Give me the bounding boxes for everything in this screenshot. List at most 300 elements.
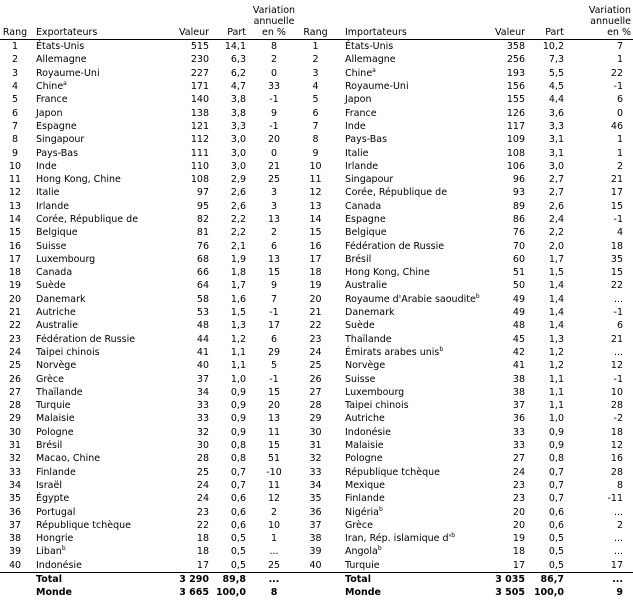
importer-rank: 4 [312, 81, 319, 93]
exporter-value: 112 [190, 134, 209, 146]
importer-share: 1,1 [548, 386, 564, 398]
exporter-value: 95 [196, 200, 209, 212]
exporter-change: 11 [267, 479, 281, 491]
exporter-rank: 32 [8, 453, 22, 465]
importer-value: 48 [512, 320, 525, 332]
importer-value: 155 [506, 94, 525, 106]
importer-value: 49 [512, 307, 525, 319]
importers-country-name: Royaume d'Arabie saoudite [345, 293, 476, 305]
importer-change: -2 [613, 413, 623, 425]
importer-value: 19 [512, 533, 525, 545]
exporter-share: 1,1 [230, 360, 246, 372]
importers-country [329, 93, 479, 106]
importer-rank: 36 [309, 506, 322, 518]
table-row [0, 412, 633, 425]
exporter-change: 11 [267, 426, 281, 438]
table-row [0, 53, 633, 66]
exporter-change: 29 [267, 346, 281, 358]
exporter-change: 8 [270, 41, 278, 53]
importer-rank: 15 [309, 227, 322, 239]
importers-country-name: Italie [345, 147, 369, 159]
table-row [0, 80, 633, 93]
importer-change: 35 [610, 253, 623, 265]
importer-share: 5,5 [548, 67, 564, 79]
importer-value: 23 [512, 479, 525, 491]
exporter-rank: 27 [8, 386, 22, 398]
importer-share: 2,6 [548, 200, 564, 212]
table-row [0, 67, 633, 80]
exporters-country [30, 146, 155, 159]
exporters-country-name: Grèce [36, 373, 64, 385]
importers-country-name: Hong Kong, Chine [345, 267, 430, 279]
table-row [0, 120, 633, 133]
world-value-exporters: 3 665 [179, 587, 209, 599]
exporter-share: 2,2 [230, 214, 246, 225]
importer-value: 27 [512, 453, 525, 465]
exporter-share: 2,1 [230, 240, 246, 252]
exporter-rank: 33 [8, 466, 22, 478]
exporters-country [30, 226, 155, 239]
exporter-share: 0,9 [230, 426, 246, 438]
importer-share: 1,2 [548, 346, 564, 358]
importers-country-name: Suisse [345, 373, 376, 385]
exporter-value: 140 [190, 94, 209, 106]
exporter-change: 0 [270, 67, 278, 79]
exporter-value: 48 [196, 320, 209, 332]
exporter-rank: 14 [8, 214, 22, 225]
header-row [0, 0, 633, 40]
importer-rank: 5 [312, 94, 319, 106]
importer-value: 117 [506, 120, 525, 132]
exporters-country-name: Indonésie [36, 559, 82, 571]
importers-country-name: Indonésie [345, 426, 391, 438]
exporters-country [30, 200, 155, 213]
importer-rank: 19 [309, 280, 322, 292]
importers-country [329, 133, 479, 146]
exporter-share: 1,8 [230, 267, 246, 279]
exporter-change: 20 [267, 400, 281, 412]
importer-change: ... [613, 346, 623, 358]
importer-change: 28 [610, 400, 623, 412]
exporters-country [30, 532, 155, 545]
exporter-rank: 18 [8, 267, 22, 279]
exporters-country [30, 426, 155, 439]
exporter-share: 2,6 [230, 200, 246, 212]
importer-rank: 33 [309, 466, 322, 478]
importer-share: 1,0 [548, 413, 564, 425]
importer-change: 17 [610, 187, 623, 199]
header-share-importers: Part [525, 0, 564, 40]
importers-country-name: Canada [345, 200, 382, 212]
table-row [0, 439, 633, 452]
importers-country-name: Japon [345, 94, 372, 106]
table-row [0, 466, 633, 479]
table-row [0, 226, 633, 239]
total-value-importers: 3 035 [479, 572, 525, 586]
total-label-exporters: Total [30, 572, 155, 586]
exporter-rank: 15 [8, 227, 22, 239]
exporters-country [30, 372, 155, 385]
exporter-share: 0,5 [230, 533, 246, 545]
world-label-importers: Monde [345, 587, 381, 599]
exporter-rank: 22 [8, 320, 22, 332]
exporter-change: 15 [267, 440, 281, 452]
table-row [0, 545, 633, 558]
header-value-importers: Valeur [479, 0, 525, 40]
exporter-change: 13 [267, 253, 281, 265]
exporters-country-name: Allemagne [36, 54, 87, 66]
importer-rank: 8 [312, 134, 319, 146]
exporter-share: 1,5 [230, 307, 246, 319]
table-row [0, 213, 633, 226]
exporters-country-name: Singapour [36, 134, 85, 146]
exporter-share: 1,3 [230, 320, 246, 332]
exporters-country [30, 279, 155, 292]
exporters-country-name: Royaume-Uni [36, 67, 100, 79]
importers-country-name: Thaïlande [345, 333, 392, 345]
importers-country-name: Finlande [345, 493, 385, 505]
importer-value: 93 [512, 187, 525, 199]
importer-rank: 17 [309, 253, 322, 265]
exporter-value: 24 [196, 479, 209, 491]
exporter-value: 34 [196, 386, 209, 398]
importer-rank: 21 [309, 307, 322, 319]
exporter-change: -1 [269, 94, 279, 106]
exporters-country [30, 505, 155, 518]
exporters-country [30, 545, 155, 558]
total-value-exporters: 3 290 [155, 572, 209, 586]
exporter-change: 7 [270, 293, 278, 305]
header-change-line2: annuelle [590, 16, 631, 27]
exporter-rank: 8 [11, 134, 19, 146]
importers-country [329, 452, 479, 465]
exporter-share: 0,8 [230, 453, 246, 465]
exporter-rank: 12 [8, 187, 22, 199]
exporter-rank: 35 [8, 493, 22, 505]
exporters-country [30, 173, 155, 186]
importers-country [329, 40, 479, 54]
exporter-value: 66 [196, 267, 209, 279]
importers-country [329, 253, 479, 266]
importer-rank: 2 [312, 54, 319, 66]
importer-change: 1 [616, 134, 623, 146]
header-value-exporters: Valeur [155, 0, 209, 40]
exporter-share: 2,6 [230, 187, 246, 199]
importer-rank: 3 [312, 67, 319, 79]
exporter-rank: 13 [8, 200, 22, 212]
table-row [0, 160, 633, 173]
table-row [0, 346, 633, 359]
exporters-country-name: Liban [36, 546, 62, 558]
world-label-exporters: Monde [36, 587, 72, 599]
header-exporters: Exportateurs [30, 0, 155, 40]
table-row [0, 559, 633, 573]
exporter-change: 5 [270, 360, 278, 372]
exporter-share: 0,5 [230, 546, 246, 558]
exporter-change: 33 [267, 81, 281, 93]
importer-rank: 35 [309, 493, 322, 505]
importers-country [329, 505, 479, 518]
exporters-country-name: Macao, Chine [36, 453, 101, 465]
importers-country-name: Iran, Rép. islamique d' [345, 533, 452, 545]
importer-change: 8 [616, 479, 623, 491]
exporter-change: 0 [270, 147, 278, 159]
exporter-change: 17 [267, 320, 281, 332]
table-row [0, 173, 633, 186]
exporter-share: 3,8 [230, 94, 246, 106]
importer-value: 17 [512, 559, 525, 571]
importers-country-name: Pologne [345, 453, 383, 465]
exporter-rank: 39 [8, 546, 22, 558]
importer-change: -1 [613, 373, 623, 385]
exporter-value: 81 [196, 227, 209, 239]
importer-rank: 12 [309, 187, 322, 199]
importer-rank: 26 [309, 373, 322, 385]
exporter-change: 12 [267, 493, 281, 505]
exporters-country-name: Malaisie [36, 413, 75, 425]
exporters-country-name: Inde [36, 160, 57, 172]
importer-change: ... [613, 293, 623, 305]
importer-value: 108 [506, 147, 525, 159]
importers-country [329, 67, 479, 80]
exporter-rank: 26 [8, 373, 22, 385]
exporter-value: 17 [196, 559, 209, 571]
table-row [0, 492, 633, 505]
total-change-importers: ... [564, 572, 633, 586]
importer-value: 23 [512, 493, 525, 505]
importer-change: -1 [613, 307, 623, 319]
exporter-share: 0,6 [230, 493, 246, 505]
importers-country-name: Allemagne [345, 54, 396, 66]
exporters-country [30, 333, 155, 346]
exporter-change: -1 [269, 307, 279, 319]
importer-value: 86 [512, 214, 525, 225]
importer-change: 7 [616, 41, 623, 53]
table-row [0, 253, 633, 266]
importers-country-name: Mexique [345, 479, 386, 491]
importers-country [329, 160, 479, 173]
importer-value: 20 [512, 519, 525, 531]
importer-value: 50 [512, 280, 525, 292]
importer-share: 1,5 [548, 267, 564, 279]
exporter-rank: 23 [8, 333, 22, 345]
importers-country [329, 213, 479, 226]
exporter-share: 0,9 [230, 413, 246, 425]
exporter-value: 30 [196, 440, 209, 452]
table-body [0, 40, 633, 573]
world-change-exporters: 8 [270, 587, 278, 599]
exporter-value: 33 [196, 413, 209, 425]
importer-value: 96 [512, 174, 525, 186]
exporters-country-name: Suède [36, 280, 66, 292]
exporter-share: 0,9 [230, 386, 246, 398]
importers-country-name: États-Unis [345, 41, 394, 53]
importer-change: -1 [613, 214, 623, 225]
exporter-change: 3 [270, 200, 278, 212]
totals-body [0, 572, 633, 599]
exporters-country [30, 559, 155, 573]
exporter-rank: 36 [8, 506, 22, 518]
exporters-country-name: Autriche [36, 307, 76, 319]
exporters-country [30, 80, 155, 93]
importer-share: 2,4 [548, 214, 564, 225]
exporters-country [30, 186, 155, 199]
importer-value: 106 [506, 160, 525, 172]
exporter-change: 15 [267, 267, 281, 279]
importers-country-name: Australie [345, 280, 388, 292]
exporters-country [30, 346, 155, 359]
importer-rank: 10 [309, 160, 322, 172]
exporter-share: 0,8 [230, 440, 246, 452]
exporters-footnote-marker: a [63, 80, 67, 88]
exporter-change: 20 [267, 134, 281, 146]
importer-rank: 37 [309, 519, 322, 531]
importer-change: 17 [610, 559, 623, 571]
importer-share: 4,5 [548, 81, 564, 93]
importer-value: 60 [512, 253, 525, 265]
exporter-change: 6 [270, 333, 278, 345]
importer-rank: 16 [309, 240, 322, 252]
exporters-country [30, 399, 155, 412]
importers-country-name: Singapour [345, 174, 394, 186]
importer-rank: 23 [309, 333, 322, 345]
exporters-footnote-marker: b [61, 545, 66, 553]
exporters-country-name: Espagne [36, 120, 77, 132]
importers-country [329, 399, 479, 412]
importers-country [329, 186, 479, 199]
exporter-value: 76 [196, 240, 209, 252]
importer-share: 0,5 [548, 546, 564, 558]
exporters-country [30, 106, 155, 119]
table-row [0, 306, 633, 319]
table-row [0, 40, 633, 54]
importer-change: 12 [610, 360, 623, 372]
exporter-change: ... [269, 546, 279, 558]
exporter-share: 0,6 [230, 506, 246, 518]
table-row [0, 266, 633, 279]
importer-share: 2,7 [548, 174, 564, 186]
importer-value: 51 [512, 267, 525, 279]
importers-country-name: République tchèque [345, 466, 441, 478]
table-row [0, 186, 633, 199]
importers-country [329, 492, 479, 505]
importers-country [329, 372, 479, 385]
importer-change: 22 [610, 280, 623, 292]
exporter-rank: 10 [8, 160, 22, 172]
importer-rank: 40 [309, 559, 322, 571]
exporter-share: 14,1 [224, 41, 246, 53]
exporter-share: 1,9 [230, 253, 246, 265]
importers-country [329, 106, 479, 119]
exporter-change: 2 [270, 506, 278, 518]
exporter-share: 3,0 [230, 160, 246, 172]
importers-country-name: Autriche [345, 413, 385, 425]
importer-value: 109 [506, 134, 525, 146]
importers-country-name: Inde [345, 120, 366, 132]
exporter-change: 25 [267, 174, 281, 186]
exporter-rank: 24 [8, 346, 22, 358]
header-rank-importers: Rang [302, 0, 329, 40]
exporter-rank: 30 [8, 426, 22, 438]
exporters-country-name: Hong Kong, Chine [36, 174, 121, 186]
exporter-change: 2 [270, 54, 278, 66]
importer-share: 0,9 [548, 440, 564, 452]
importers-country [329, 266, 479, 279]
table-row [0, 146, 633, 159]
importer-share: 0,6 [548, 506, 564, 518]
exporters-country-name: Belgique [36, 227, 78, 239]
importer-rank: 6 [312, 107, 319, 119]
exporter-rank: 37 [8, 519, 22, 531]
importers-footnote-marker: b [451, 532, 455, 540]
exporter-rank: 21 [8, 307, 22, 319]
header-change-line3: en % [607, 27, 631, 38]
importer-change: 18 [610, 426, 623, 438]
exporter-share: 3,3 [230, 120, 246, 132]
importer-rank: 25 [309, 360, 322, 372]
exporters-country-name: Égypte [36, 493, 70, 505]
importer-change: ... [613, 533, 623, 545]
exporters-country [30, 492, 155, 505]
exporter-rank: 17 [8, 253, 22, 265]
importers-country [329, 386, 479, 399]
exporter-share: 4,7 [230, 81, 246, 93]
exporter-rank: 11 [8, 174, 22, 186]
importers-country-name: Norvège [345, 360, 386, 372]
importer-change: 2 [616, 160, 623, 172]
importers-country-name: Angola [345, 546, 378, 558]
importer-rank: 29 [309, 413, 322, 425]
importers-country [329, 173, 479, 186]
exporter-change: 21 [267, 160, 281, 172]
exporter-change: 13 [267, 214, 281, 225]
importer-value: 70 [512, 240, 525, 252]
table-row [0, 333, 633, 346]
importer-change: 10 [610, 386, 623, 398]
header-change-exporters [246, 0, 302, 40]
exporters-country [30, 53, 155, 66]
importer-share: 2,7 [548, 187, 564, 199]
exporter-change: -1 [269, 120, 279, 132]
exporter-value: 515 [190, 41, 209, 53]
exporters-country-name: Luxembourg [36, 253, 96, 265]
importer-share: 0,8 [548, 453, 564, 465]
importer-value: 45 [512, 333, 525, 345]
importers-footnote-marker: b [379, 505, 383, 513]
exporter-share: 3,8 [230, 107, 246, 119]
world-share-exporters: 100,0 [215, 587, 246, 599]
importer-rank: 22 [309, 320, 322, 332]
importers-country [329, 53, 479, 66]
importer-rank: 1 [312, 41, 319, 53]
importer-share: 0,6 [548, 519, 564, 531]
importer-rank: 13 [309, 200, 322, 212]
table-row [0, 279, 633, 292]
importer-change: 6 [616, 94, 623, 106]
importer-share: 4,4 [548, 94, 564, 106]
importer-share: 2,0 [548, 240, 564, 252]
table-row [0, 319, 633, 332]
exporters-country [30, 266, 155, 279]
table-row [0, 93, 633, 106]
importers-country-name: Pays-Bas [345, 134, 388, 146]
exporters-country-name: Brésil [36, 440, 63, 452]
exporters-country [30, 120, 155, 133]
importer-share: 1,4 [548, 307, 564, 319]
importers-country [329, 200, 479, 213]
importers-country-name: Malaisie [345, 440, 384, 452]
importer-share: 0,7 [548, 493, 564, 505]
